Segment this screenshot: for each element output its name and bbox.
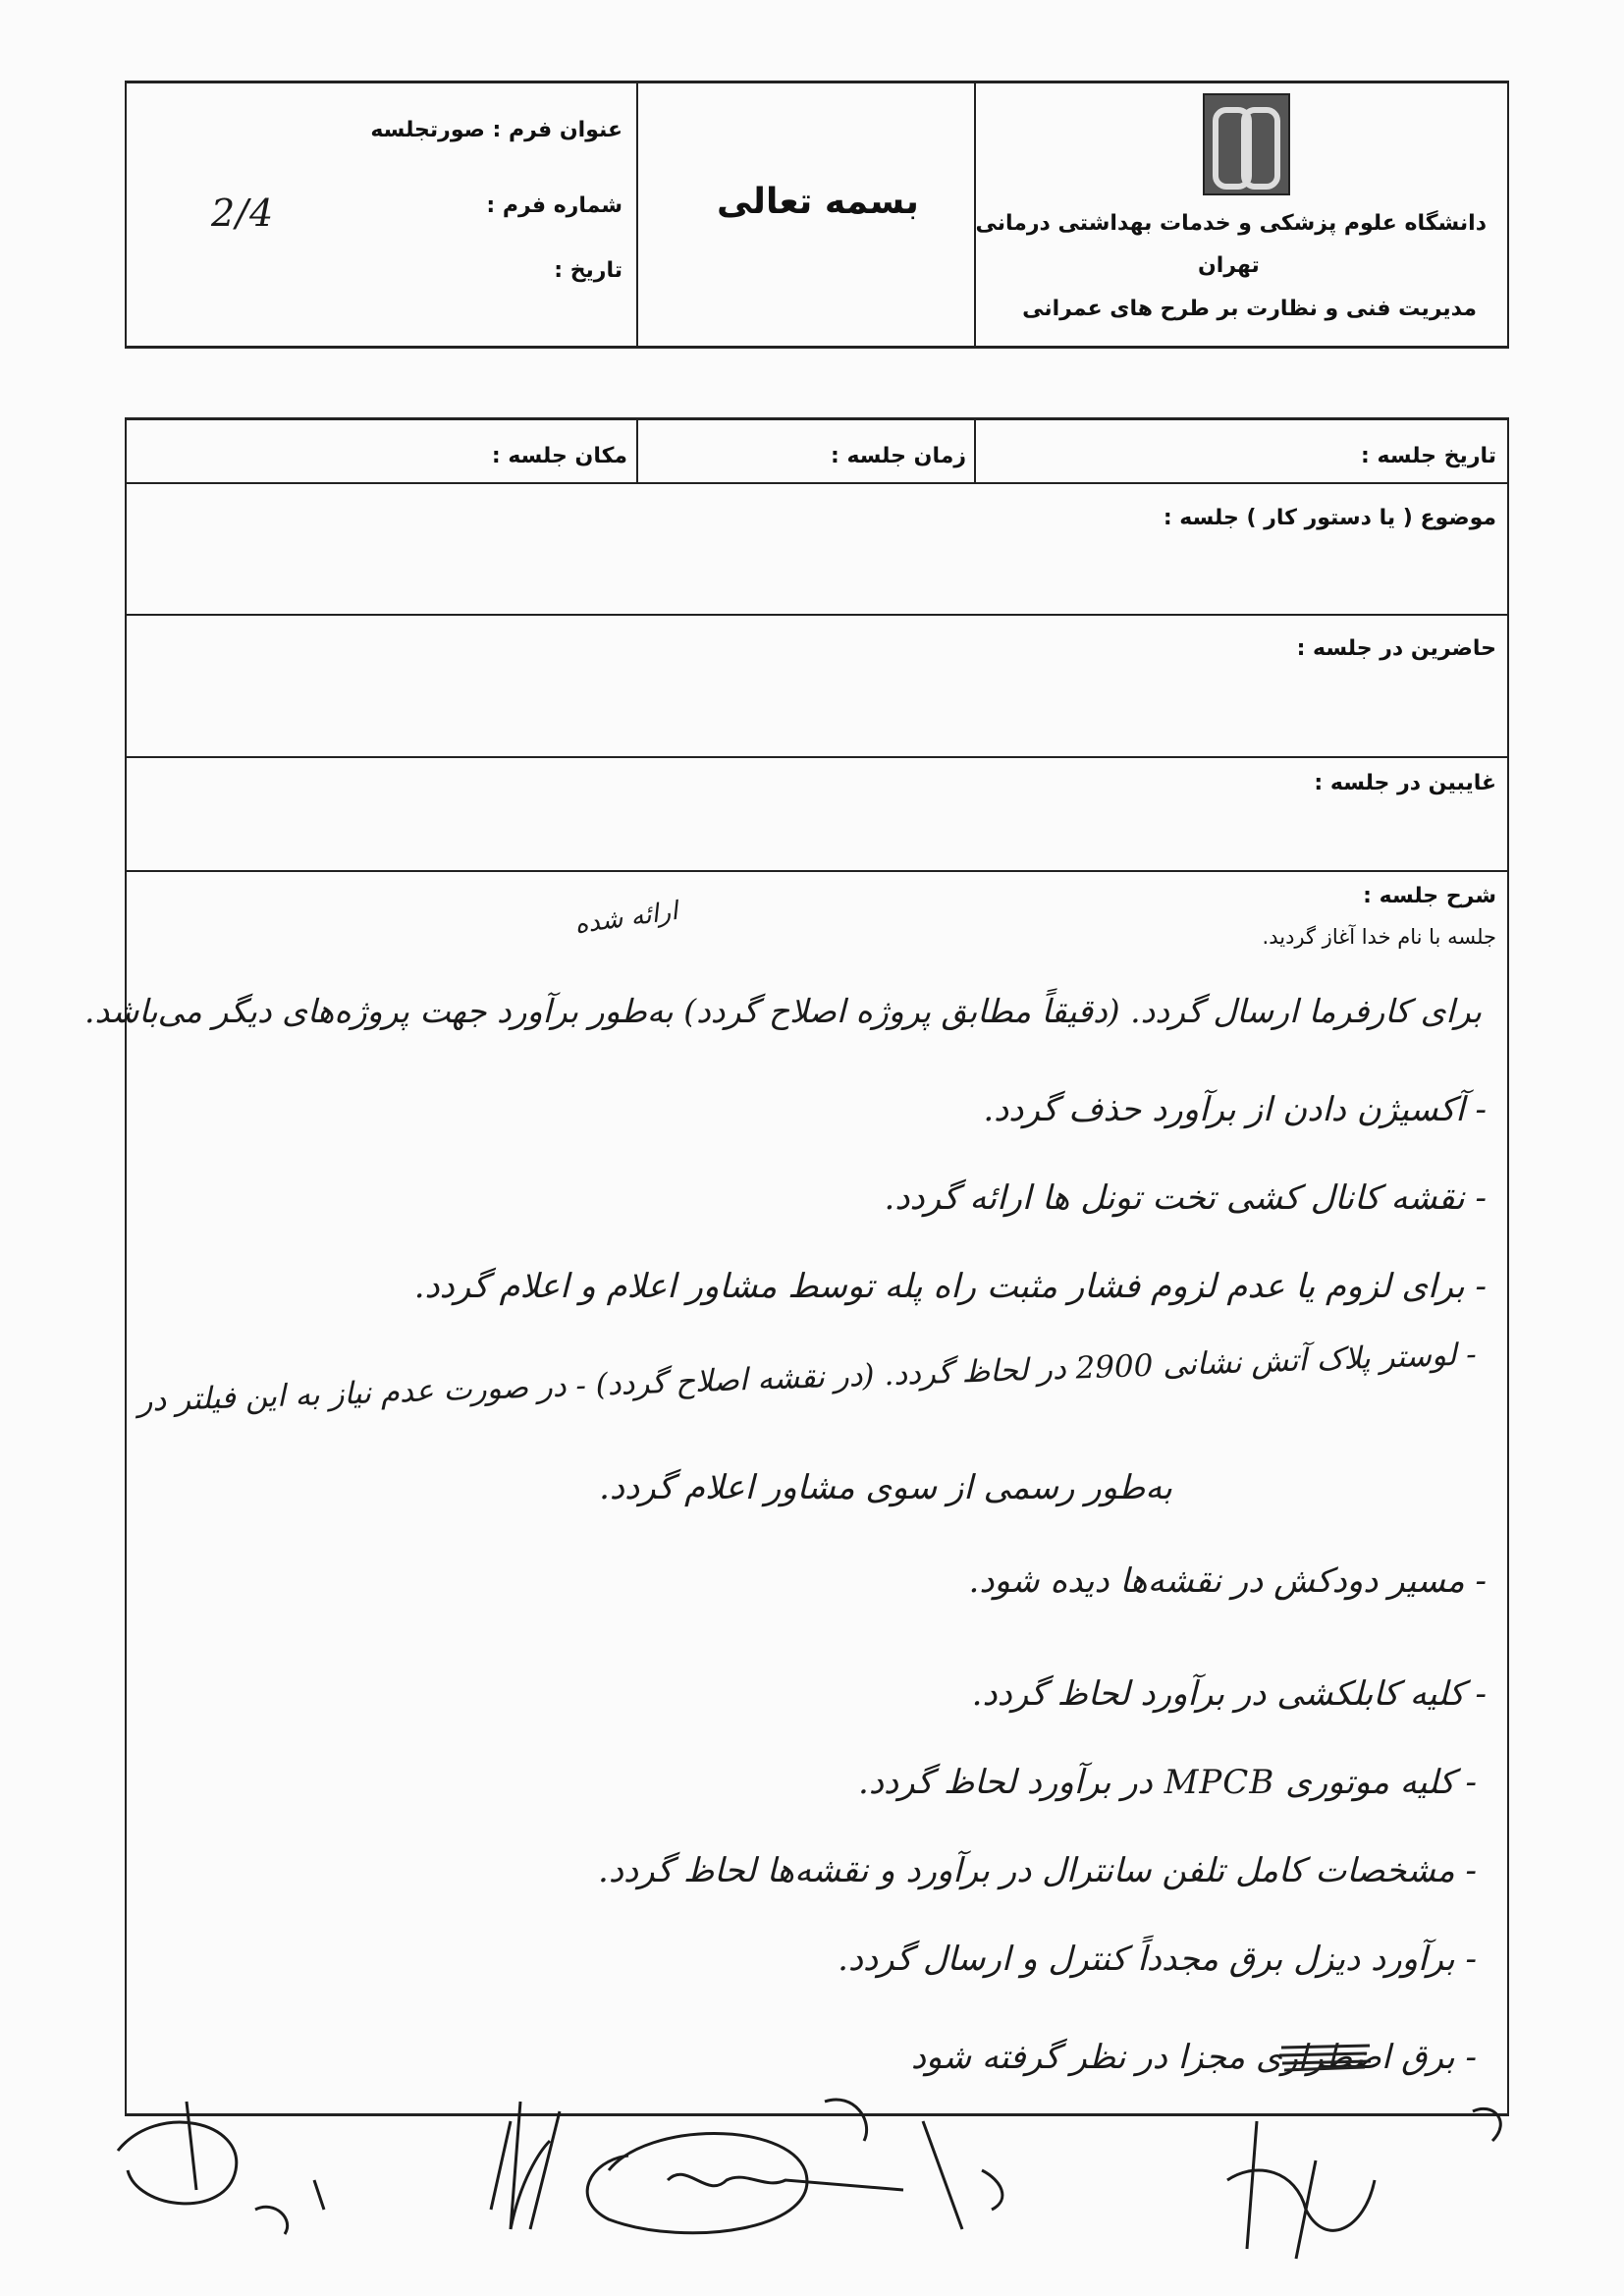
divider [125, 870, 1509, 872]
meeting-time-label: زمان جلسه : [830, 444, 966, 468]
meeting-date-label: تاریخ جلسه : [1361, 444, 1496, 468]
note-item: - مشخصات کامل تلفن سانترال در برآورد و نقشه‌ها لحاظ گردد. [598, 1851, 1477, 1890]
note-item: - کلیه موتوری MPCB در برآورد لحاظ گردد. [858, 1763, 1477, 1802]
divider [125, 417, 127, 2116]
divider [125, 614, 1509, 616]
divider [974, 417, 976, 483]
form-number-value: 2/4 [211, 191, 275, 235]
divider [636, 417, 638, 483]
description-label: شرح جلسه : [1363, 884, 1496, 908]
note-item: - لوستر پلاک آتش نشانی 2900 در لحاظ گردد. (در نقشه اصلاح گردد) - در صورت عدم نیاز به این فیلتر در [136, 1337, 1478, 1419]
opening-text: جلسه با نام خدا آغاز گردید. [1262, 925, 1496, 949]
note-item: به‌طور رسمی از سوی مشاور اعلام گردد. [599, 1468, 1172, 1507]
divider [125, 81, 127, 348]
note-item: - آکسیژن دادن از برآورد حذف گردد. [983, 1090, 1487, 1129]
date-label: تاریخ : [554, 258, 623, 283]
note-item: برای کارفرما ارسال گردد. (دقیقاً مطابق پروژه اصلاح گردد) به‌طور برآورد جهت پروژه‌های دیگر می‌باشد. [83, 992, 1482, 1030]
divider [1507, 417, 1509, 2116]
divider [125, 756, 1509, 758]
note-item: - برای لزوم یا عدم لزوم فشار مثبت راه پله توسط مشاور اعلام و اعلام گردد. [413, 1267, 1487, 1306]
center-title: بسمه تعالی [717, 182, 919, 222]
note-item: - مسیر دودکش در نقشه‌ها دیده شود. [968, 1561, 1487, 1601]
divider [125, 417, 1509, 420]
signatures [98, 2062, 1522, 2288]
attendees-label: حاضرین در جلسه : [1296, 636, 1496, 661]
divider [125, 482, 1509, 484]
university-logo [1203, 93, 1290, 195]
divider [125, 346, 1509, 349]
subject-label: موضوع ( یا دستور کار ) جلسه : [1163, 506, 1496, 530]
divider [125, 81, 1509, 83]
note-item: - کلیه کابلکشی در برآورد لحاظ گردد. [971, 1674, 1487, 1714]
note-item: - برق اضطراری مجزا در نظر گرفته شود [910, 2038, 1477, 2077]
meeting-place-label: مکان جلسه : [491, 444, 627, 468]
org-line1: دانشگاه علوم پزشکی و خدمات بهداشتی درمانی [975, 211, 1487, 236]
divider [1507, 81, 1509, 348]
absentees-label: غایبین در جلسه : [1314, 771, 1496, 795]
annotation: ارائه شده [572, 896, 680, 941]
org-line2: تهران [1198, 253, 1260, 278]
note-item: - نقشه کانال کشی تخت تونل ها ارائه گردد. [884, 1178, 1487, 1218]
note-item: - برآورد دیزل برق مجدداً کنترل و ارسال گردد. [838, 1940, 1477, 1979]
form-title: عنوان فرم : صورتجلسه [370, 118, 623, 142]
divider [636, 81, 638, 348]
org-line3: مدیریت فنی و نظارت بر طرح های عمرانی [1022, 297, 1477, 321]
form-number-label: شماره فرم : [486, 193, 623, 218]
